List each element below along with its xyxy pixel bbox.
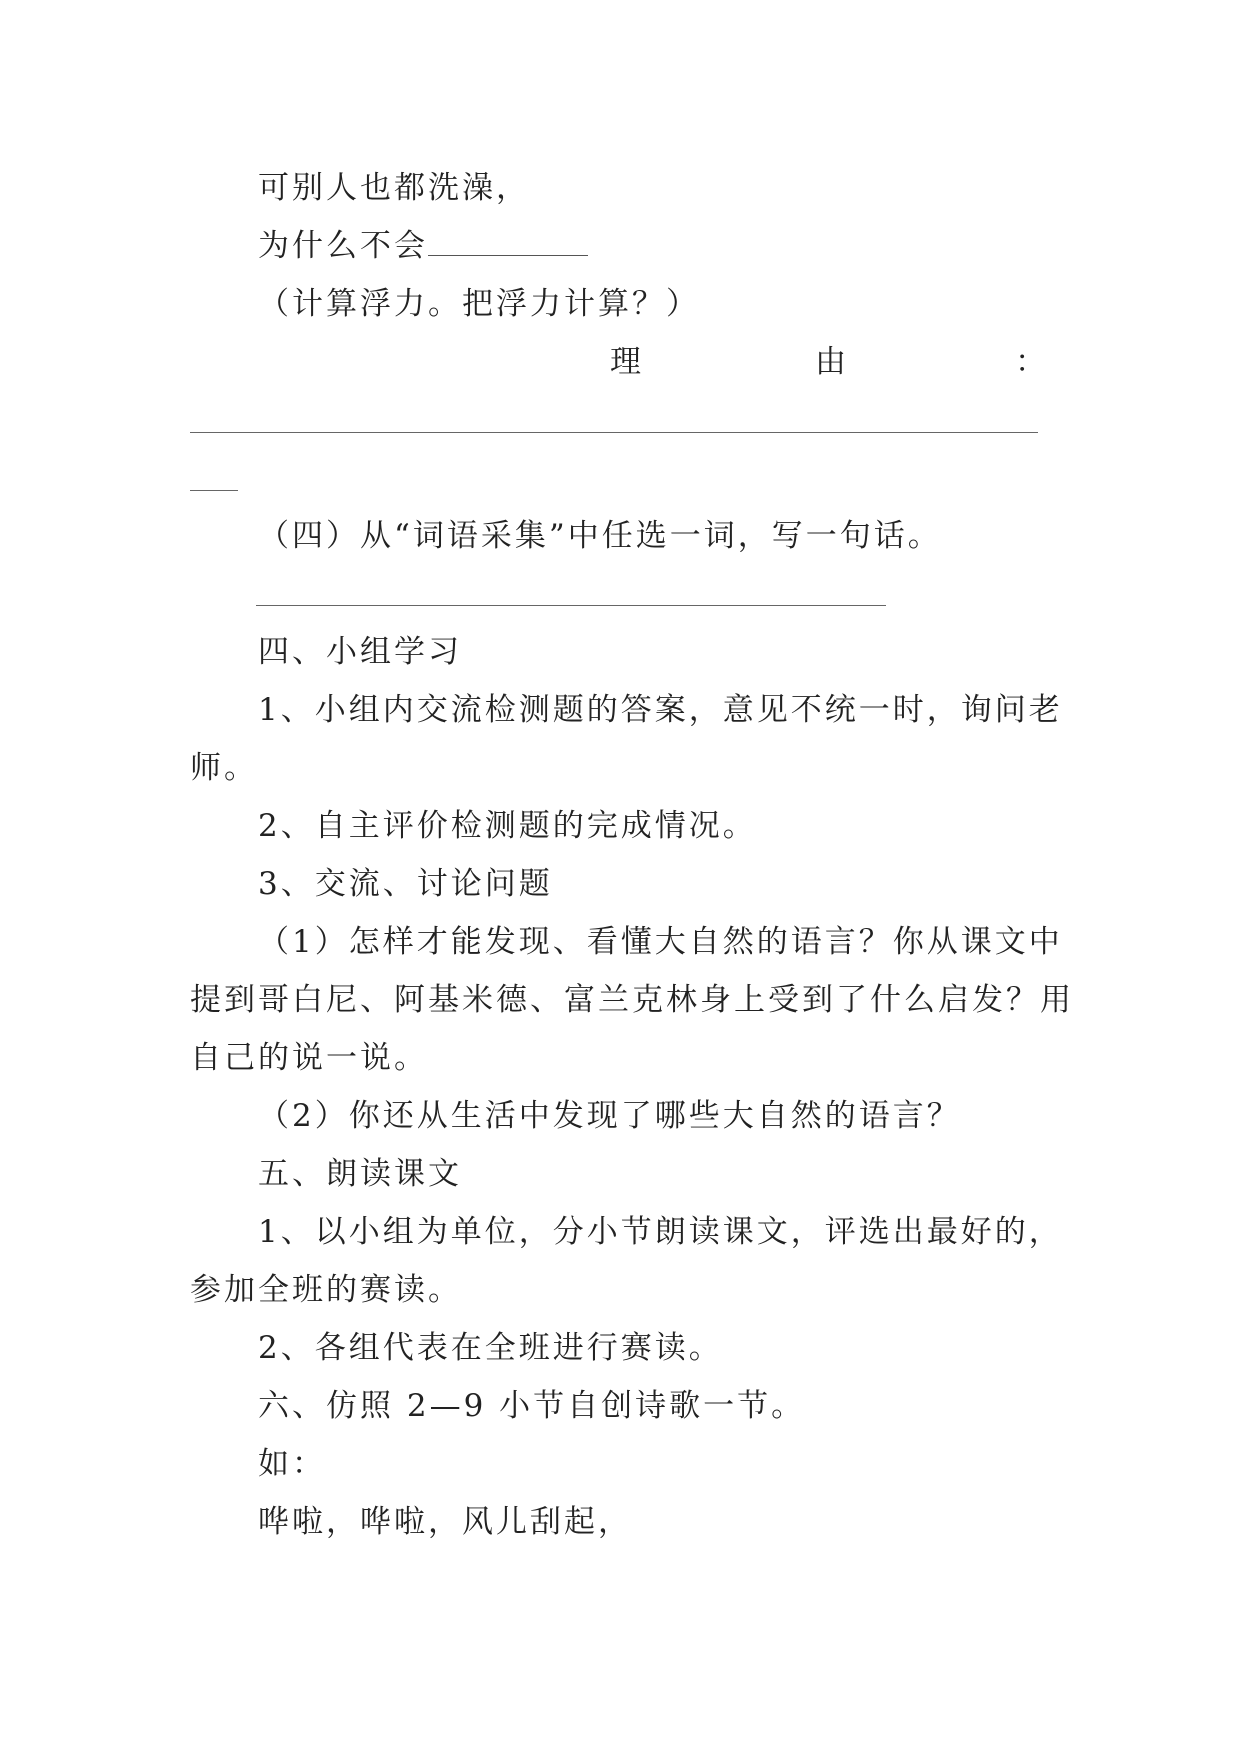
fill-blank bbox=[428, 231, 588, 256]
text-line-16: 哗啦，哗啦，风儿刮起， bbox=[258, 1504, 632, 1540]
text-line-4: （四）从“词语采集”中任选一词，写一句话。 bbox=[258, 518, 942, 554]
section-heading-6: 六、仿照 2—9 小节自创诗歌一节。 bbox=[258, 1388, 806, 1424]
answer-line-sentence bbox=[256, 605, 886, 606]
question-text: 为什么不会 bbox=[258, 228, 428, 264]
text-line-8: 3、交流、讨论问题 bbox=[258, 866, 553, 902]
text-line-2 bbox=[258, 226, 588, 266]
text-line-10: （2）你还从生活中发现了哪些大自然的语言？ bbox=[258, 1098, 961, 1134]
text-line-3: （计算浮力。把浮力计算？） bbox=[258, 286, 700, 322]
reason-char-1: 理 bbox=[610, 344, 641, 380]
text-line-7: 2、自主评价检测题的完成情况。 bbox=[258, 808, 757, 844]
text-line-13: 2、各组代表在全班进行赛读。 bbox=[258, 1330, 723, 1366]
text-line-9b: 提到哥白尼、阿基米德、富兰克林身上受到了什么启发？用 bbox=[190, 982, 1074, 1018]
text-line-12b: 参加全班的赛读。 bbox=[190, 1272, 462, 1308]
reason-char-3: ： bbox=[1015, 344, 1046, 380]
text-line-15: 如： bbox=[258, 1446, 326, 1482]
text-line-6b: 师。 bbox=[190, 750, 258, 786]
answer-line-short bbox=[190, 490, 238, 491]
section-heading-4: 四、小组学习 bbox=[258, 634, 462, 670]
text-line-9c: 自己的说一说。 bbox=[190, 1040, 428, 1076]
text-line-6a: 1、小组内交流检测题的答案，意见不统一时，询问老 bbox=[258, 692, 1063, 728]
text-line-9a: （1）怎样才能发现、看懂大自然的语言？你从课文中 bbox=[258, 924, 1063, 960]
text-line-1: 可别人也都洗澡， bbox=[258, 170, 530, 206]
reason-char-2: 由 bbox=[815, 344, 846, 380]
section-heading-5: 五、朗读课文 bbox=[258, 1156, 462, 1192]
text-line-12a: 1、以小组为单位，分小节朗读课文，评选出最好的， bbox=[258, 1214, 1063, 1250]
answer-line-long bbox=[190, 432, 1038, 433]
